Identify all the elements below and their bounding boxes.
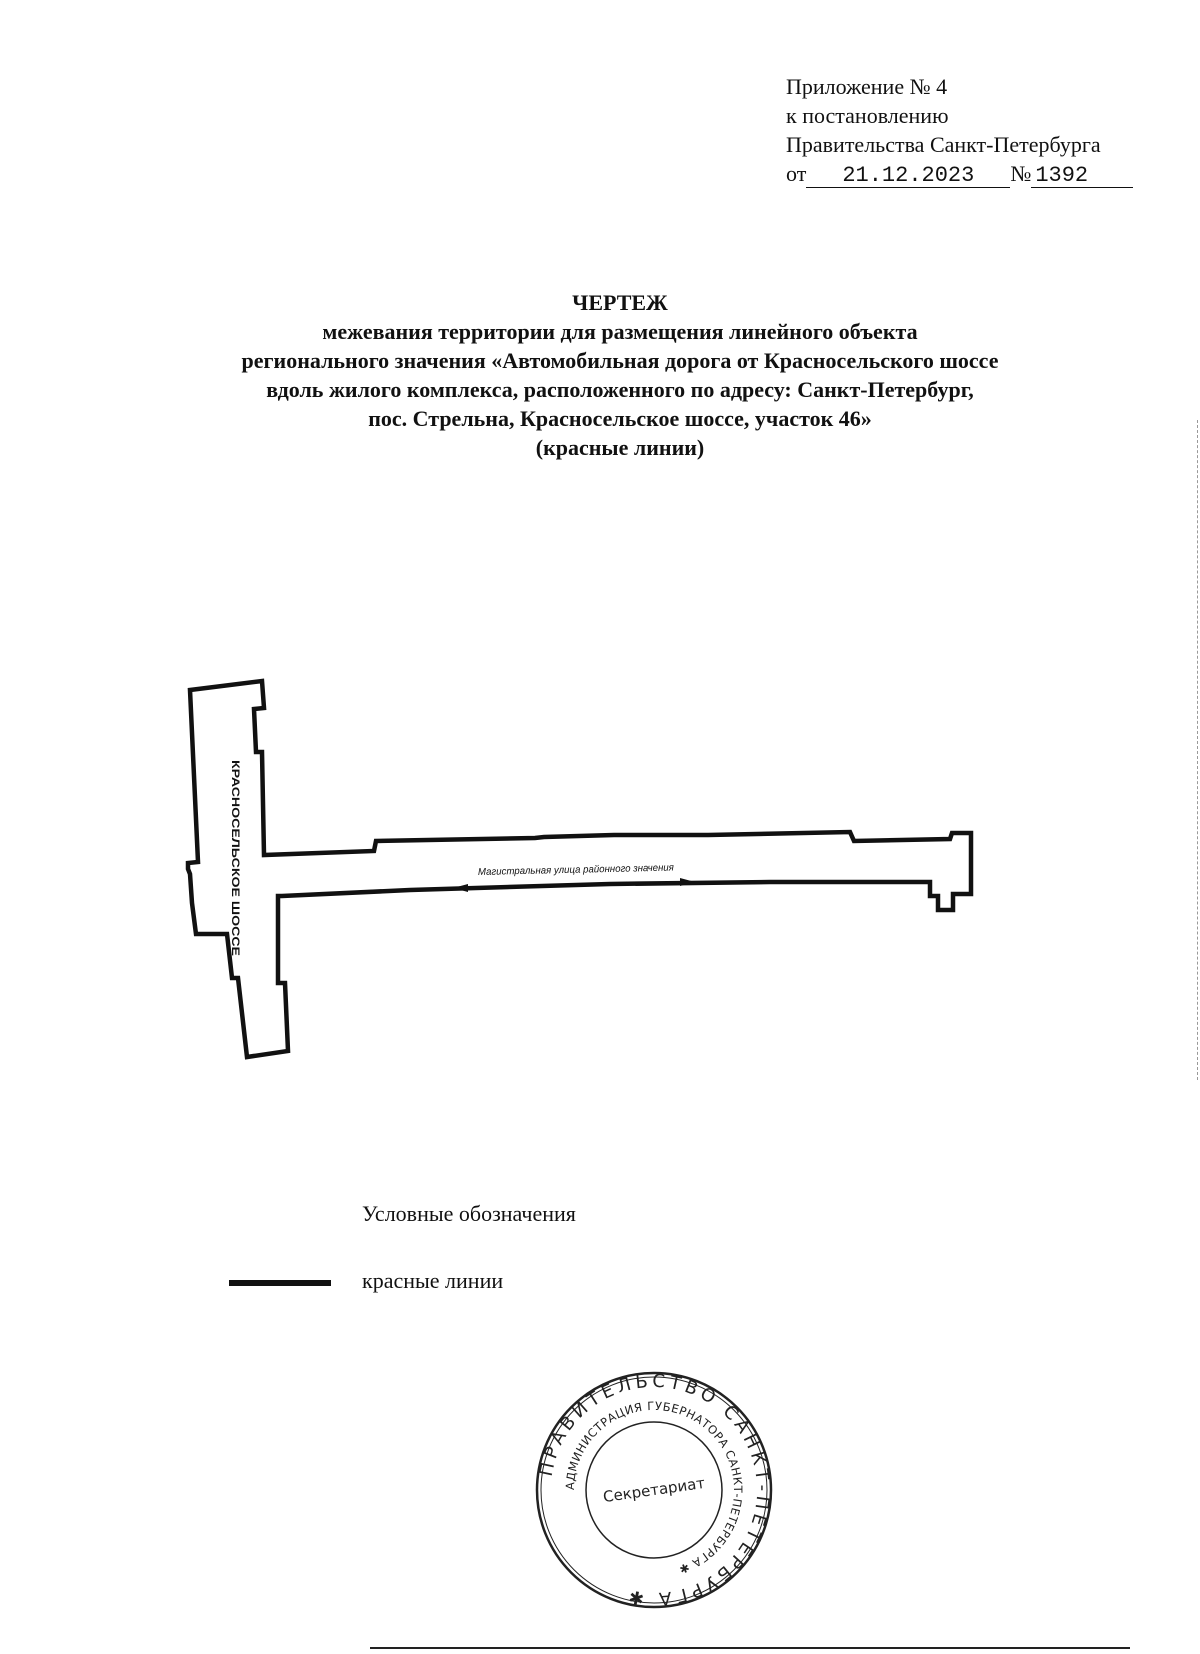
legend-item-red-lines: красные линии: [362, 1268, 504, 1293]
header-date-row: [786, 159, 1133, 188]
date-prefix: от: [786, 161, 807, 186]
legend-title: Условные обозначения: [362, 1201, 576, 1226]
official-stamp: [534, 1370, 774, 1610]
title-heading: ЧЕРТЕЖ: [572, 290, 668, 315]
title-line-4: пос. Стрельна, Красносельское шоссе, участок 46»: [368, 406, 872, 431]
title-line-3: вдоль жилого комплекса, расположенного по адресу: Санкт-Петербург,: [266, 377, 974, 402]
stamp-outer-text: ПРАВИТЕЛЬСТВО САНКТ-ПЕТЕРБУРГА ✱: [535, 1370, 774, 1610]
title-line-5: (красные линии): [535, 435, 705, 460]
page-bottom-edge: [370, 1647, 1130, 1649]
header-line2: к постановлению: [786, 103, 949, 128]
header-line3: Правительства Санкт-Петербурга: [786, 132, 1101, 157]
header-line1: Приложение № 4: [786, 74, 948, 99]
document-number: 1392: [1031, 165, 1133, 188]
stamp-inner-text: АДМИНИСТРАЦИЯ ГУБЕРНАТОРА САНКТ-ПЕТЕРБУРГА ✱: [562, 1398, 746, 1577]
title-line-2: регионального значения «Автомобильная дорога от Красносельского шоссе: [241, 348, 999, 373]
survey-drawing: [0, 660, 1200, 1070]
document-title: [0, 288, 1200, 462]
title-line-1: межевания территории для размещения линейного объекта: [322, 319, 918, 344]
legend-line-symbol: [229, 1280, 331, 1286]
header-block: [786, 72, 1133, 188]
horizontal-road-label: Магистральная улица районного значения: [477, 862, 682, 878]
stamp-center-text: Секретариат: [601, 1473, 707, 1507]
document-date: 21.12.2023: [806, 165, 1010, 188]
vertical-road-label: КРАСНОСЕЛЬСКОЕ ШОССЕ: [229, 760, 241, 913]
number-prefix: №: [1010, 161, 1032, 186]
